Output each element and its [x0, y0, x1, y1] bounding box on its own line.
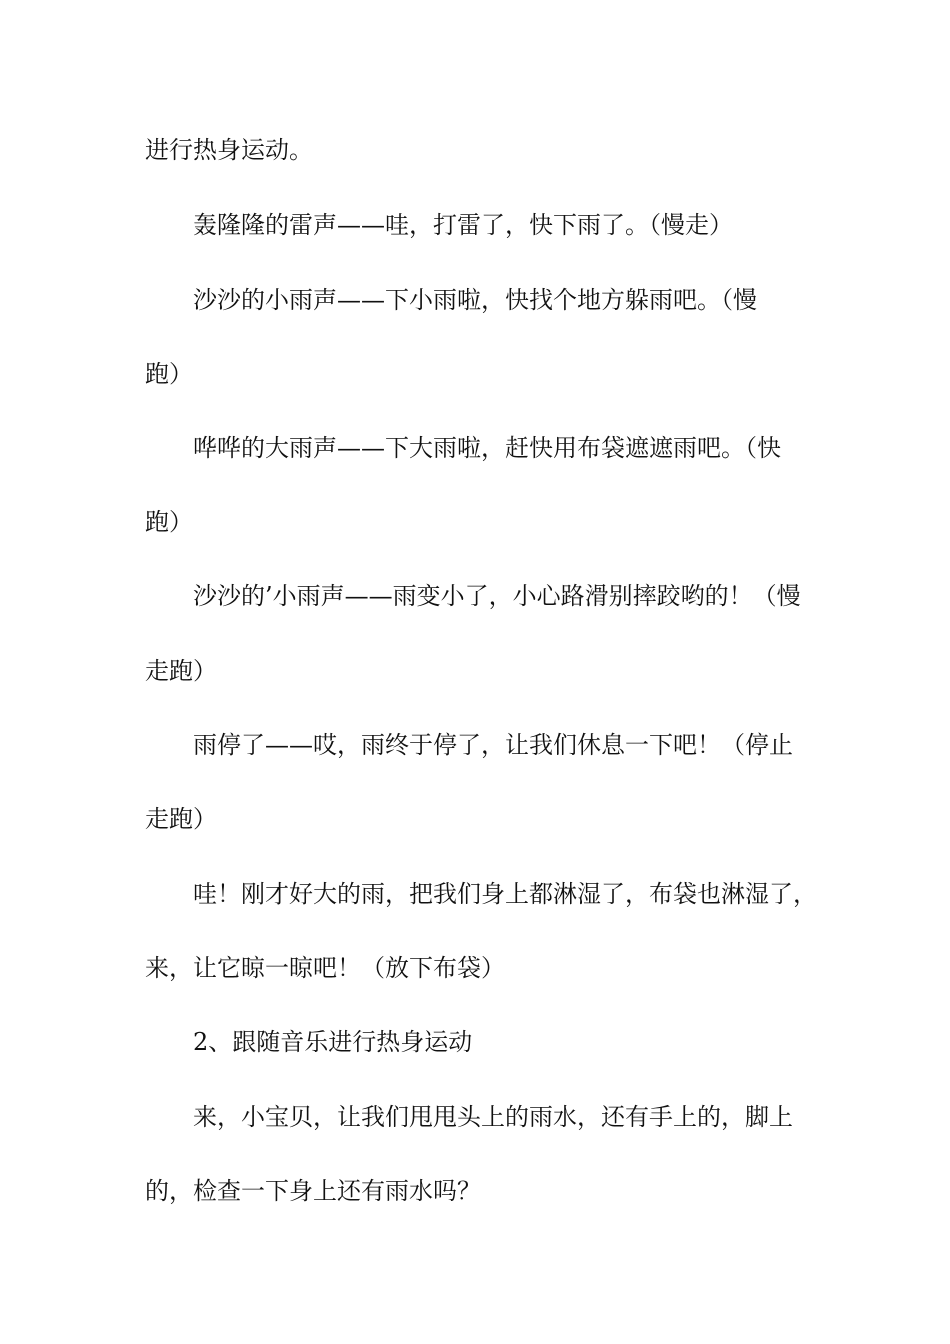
- paragraph-line: 进行热身运动。: [145, 136, 313, 164]
- paragraph-line: 雨停了——哎，雨终于停了，让我们休息一下吧！（停止: [193, 731, 793, 759]
- paragraph-line: 沙沙的小雨声——下小雨啦，快找个地方躲雨吧。（慢: [193, 286, 757, 314]
- paragraph-line: 哗哗的大雨声——下大雨啦，赶快用布袋遮遮雨吧。（快: [193, 434, 781, 462]
- section-heading: 2、跟随音乐进行热身运动: [193, 1028, 473, 1056]
- paragraph-line: 来，让它晾一晾吧！（放下布袋）: [145, 954, 505, 982]
- paragraph-line: 跑）: [145, 508, 193, 536]
- paragraph-line: 走跑）: [145, 657, 217, 685]
- paragraph-line: 走跑）: [145, 805, 217, 833]
- paragraph-line: 哇！刚才好大的雨，把我们身上都淋湿了，布袋也淋湿了，: [193, 880, 817, 908]
- paragraph-line: 沙沙的’小雨声——雨变小了，小心路滑别摔跤哟的！（慢: [193, 582, 801, 610]
- paragraph-line: 跑）: [145, 360, 193, 388]
- paragraph-line: 来，小宝贝，让我们甩甩头上的雨水，还有手上的，脚上: [193, 1103, 793, 1131]
- paragraph-line: 轰隆隆的雷声——哇，打雷了，快下雨了。（慢走）: [193, 211, 733, 239]
- paragraph-line: 的，检查一下身上还有雨水吗？: [145, 1177, 481, 1205]
